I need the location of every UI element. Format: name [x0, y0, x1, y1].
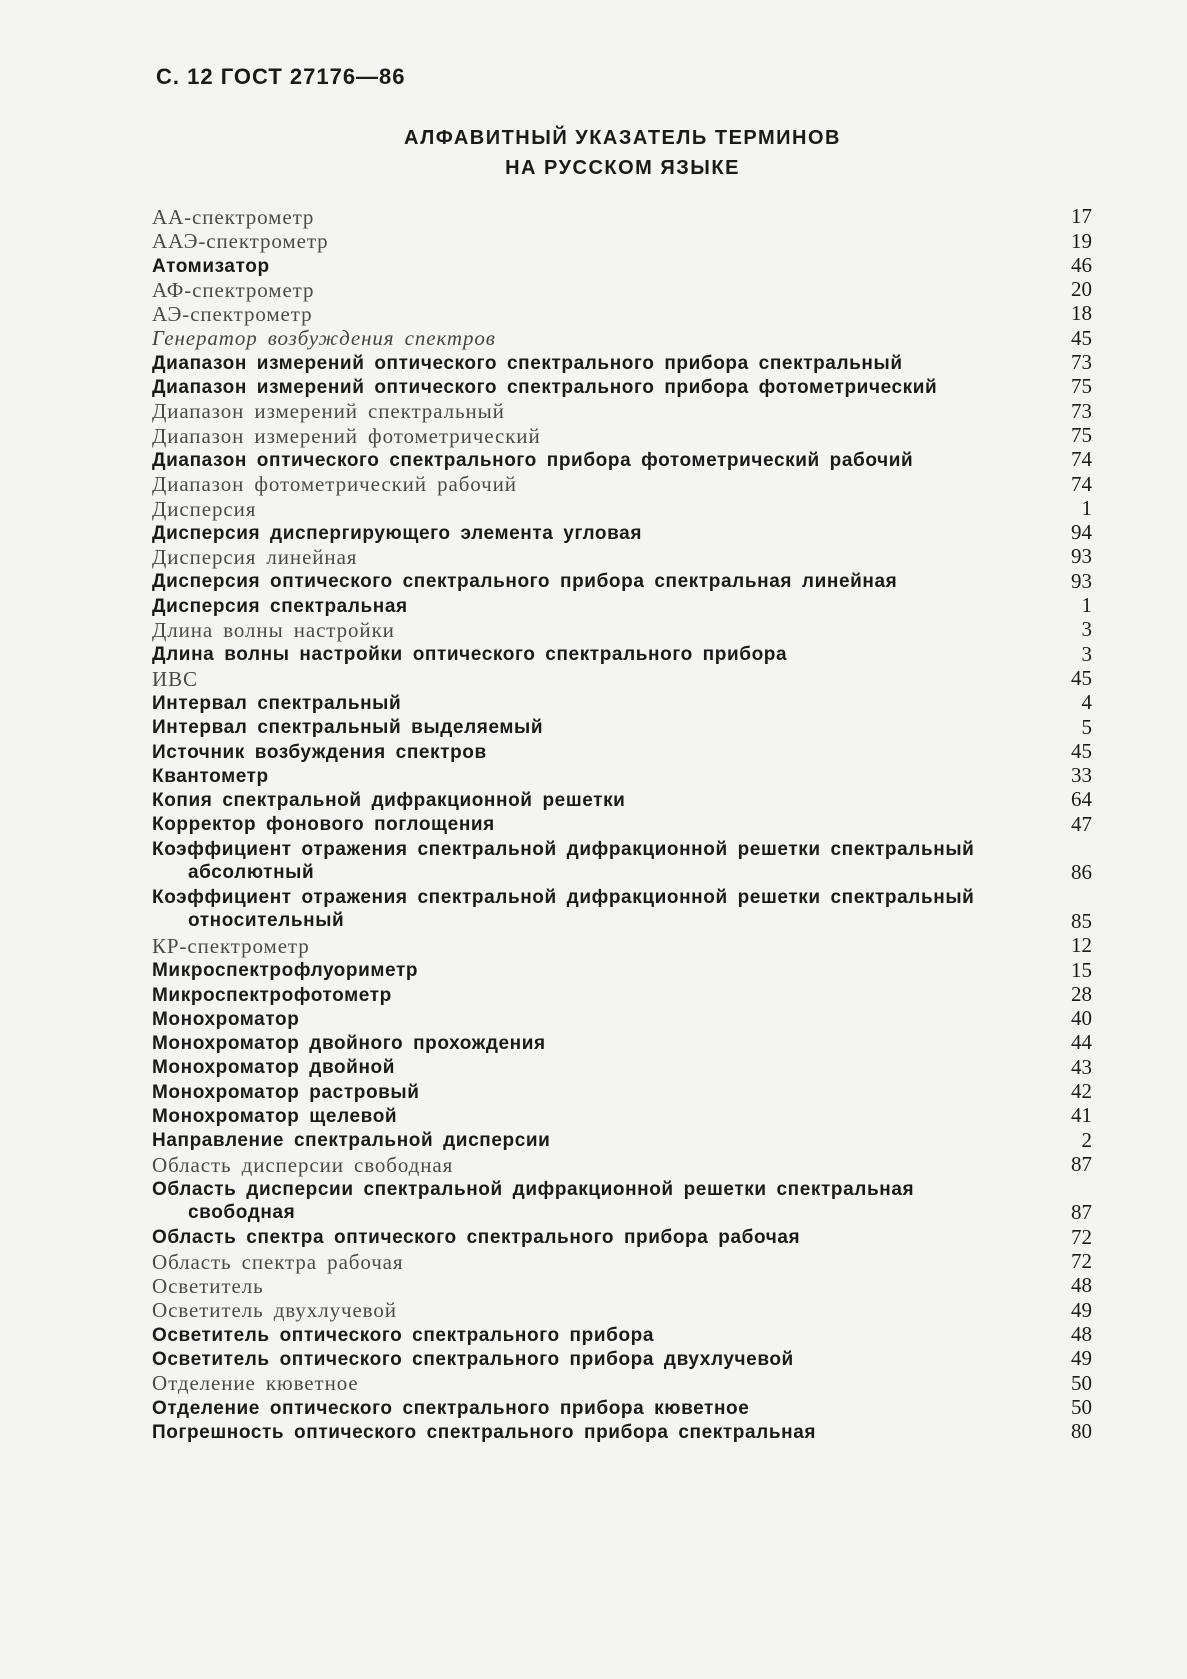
index-term-text: Интервал спектральный выделяемый	[152, 717, 544, 739]
index-entry	[152, 230, 1092, 254]
index-entry	[152, 595, 1092, 619]
index-entry	[152, 716, 1092, 740]
index-page-number: 3	[1081, 641, 1092, 666]
index-entry	[152, 692, 1092, 716]
index-page-number: 64	[1071, 787, 1092, 812]
index-entry	[152, 1348, 1092, 1372]
index-entry	[152, 1151, 1092, 1178]
index-page-number: 74	[1071, 447, 1092, 472]
index-term	[152, 376, 1032, 399]
index-term	[152, 498, 1032, 521]
index-entry	[152, 1421, 1092, 1445]
index-entry	[152, 1275, 1092, 1299]
index-term	[152, 570, 1032, 593]
index-term	[152, 1032, 1032, 1055]
index-term-text: Микроспектрофотометр	[152, 984, 392, 1006]
index-term-text: Отделение оптического спектрального прибора кюветное	[152, 1397, 750, 1419]
index-term	[152, 765, 1032, 788]
index-entry	[152, 303, 1092, 327]
index-entry	[152, 1372, 1092, 1396]
index-entry	[152, 935, 1092, 959]
index-entry	[152, 206, 1092, 230]
index-term-text: Дисперсия диспергирующего элемента угловая	[152, 522, 643, 544]
index-page-number: 49	[1071, 1297, 1092, 1322]
index-page-number: 20	[1071, 277, 1092, 302]
index-term	[152, 1226, 1032, 1249]
index-term	[152, 741, 1032, 764]
index-page-number: 12	[1071, 933, 1092, 958]
index-term	[152, 595, 1032, 618]
index-term	[152, 619, 1032, 642]
index-term-text: Область спектра рабочая	[152, 1249, 404, 1274]
index-entry	[152, 1032, 1092, 1056]
index-entry	[152, 643, 1092, 667]
index-term	[152, 886, 1032, 932]
index-term	[152, 643, 1032, 666]
index-term-text: Коэффициент отражения спектральной дифракционной решетки спектральный	[152, 887, 975, 909]
index-term	[152, 473, 1032, 496]
index-page-number: 50	[1071, 1394, 1092, 1419]
index-page-number: 47	[1071, 811, 1092, 836]
index-page-number: 45	[1071, 738, 1092, 763]
index-term-text: Диапазон измерений спектральный	[152, 399, 505, 424]
index-term-text: Генератор возбуждения спектров	[152, 326, 496, 351]
index-entry	[152, 1056, 1092, 1080]
index-term	[152, 1275, 1032, 1298]
term-index	[152, 206, 1092, 1445]
index-page-number: 18	[1071, 301, 1092, 326]
index-entry	[152, 981, 1092, 1008]
index-term	[152, 327, 1032, 350]
index-page-number: 45	[1071, 665, 1092, 690]
index-page-number: 86	[1071, 860, 1092, 885]
index-term-text: Диапазон фотометрический рабочий	[152, 472, 517, 497]
index-entry	[152, 400, 1092, 424]
index-term	[152, 546, 1032, 569]
index-entry	[152, 738, 1092, 765]
index-page-number: 4	[1081, 690, 1092, 715]
index-term-continuation: свободная	[188, 1201, 296, 1223]
index-term	[152, 1421, 1032, 1444]
index-page-number: 33	[1071, 763, 1092, 788]
index-term	[152, 1299, 1032, 1322]
index-term-text: Монохроматор щелевой	[152, 1105, 398, 1127]
index-term-text: Область дисперсии свободная	[152, 1152, 454, 1177]
index-term-text: Осветитель	[152, 1274, 264, 1299]
page-header: С. 12 ГОСТ 27176—86	[156, 64, 406, 89]
index-page-number: 43	[1071, 1054, 1092, 1079]
index-term	[152, 425, 1032, 448]
index-page-number: 48	[1071, 1321, 1092, 1346]
index-entry	[152, 1321, 1092, 1348]
index-entry	[152, 1394, 1092, 1421]
index-page-number: 17	[1071, 204, 1092, 229]
index-title-line-2: НА РУССКОМ ЯЗЫКЕ	[505, 157, 740, 179]
index-entry	[152, 665, 1092, 692]
index-term	[152, 1154, 1032, 1177]
index-term-text: КР-спектрометр	[152, 933, 310, 958]
index-page-number: 73	[1071, 398, 1092, 423]
index-term	[152, 789, 1032, 812]
index-page-number: 94	[1071, 520, 1092, 545]
index-term	[152, 1348, 1032, 1371]
index-term-text: Интервал спектральный	[152, 692, 402, 714]
index-page-number: 40	[1071, 1006, 1092, 1031]
index-term	[152, 1105, 1032, 1128]
index-term-text: Погрешность оптического спектрального прибора спектральная	[152, 1421, 817, 1443]
index-term	[152, 959, 1032, 982]
index-page-number: 19	[1071, 228, 1092, 253]
index-page-number: 46	[1071, 252, 1092, 277]
index-page-number: 28	[1071, 981, 1092, 1006]
index-term-text: Квантометр	[152, 765, 269, 787]
index-entry	[152, 789, 1092, 813]
index-entry	[152, 1078, 1092, 1105]
index-term	[152, 230, 1032, 253]
index-term-text: Источник возбуждения спектров	[152, 741, 487, 763]
index-page-number: 80	[1071, 1419, 1092, 1444]
index-entry	[152, 1008, 1092, 1032]
index-page-number: 42	[1071, 1078, 1092, 1103]
index-entry	[152, 1299, 1092, 1323]
index-term	[152, 255, 1032, 278]
index-page-number: 41	[1071, 1103, 1092, 1128]
index-page-number: 87	[1071, 1151, 1092, 1176]
index-term-text: Монохроматор двойного прохождения	[152, 1033, 546, 1055]
index-term-text: Копия спектральной дифракционной решетки	[152, 790, 626, 812]
index-term-text: Диапазон измерений фотометрический	[152, 423, 541, 448]
index-term	[152, 716, 1032, 739]
index-term	[152, 1397, 1032, 1420]
index-entry	[152, 1129, 1092, 1153]
index-term-text: Область спектра оптического спектрального прибора рабочая	[152, 1227, 801, 1249]
index-entry	[152, 959, 1092, 983]
index-term	[152, 935, 1032, 958]
index-entry	[152, 1251, 1092, 1275]
index-page-number: 3	[1081, 617, 1092, 642]
index-entry	[152, 522, 1092, 546]
index-entry	[152, 546, 1092, 570]
index-term-text: Направление спектральной дисперсии	[152, 1130, 551, 1152]
index-term-text: Диапазон измерений оптического спектрального прибора фотометрический	[152, 377, 938, 399]
index-page-number: 15	[1071, 957, 1092, 982]
index-page-number: 85	[1071, 908, 1092, 933]
index-term-text: АЭ-спектрометр	[152, 302, 313, 327]
index-term-text: Коэффициент отражения спектральной дифракционной решетки спектральный	[152, 838, 975, 860]
index-term-text: Дисперсия спектральная	[152, 595, 408, 617]
index-term-text: Осветитель двухлучевой	[152, 1298, 397, 1323]
index-term	[152, 352, 1032, 375]
index-entry	[152, 1105, 1092, 1129]
index-term-text: ИВС	[152, 666, 198, 691]
index-term	[152, 1008, 1032, 1031]
index-term-text: Монохроматор	[152, 1008, 300, 1030]
index-term	[152, 1178, 1032, 1224]
index-term	[152, 1056, 1032, 1079]
index-page-number: 73	[1071, 350, 1092, 375]
index-page-number: 72	[1071, 1249, 1092, 1274]
index-page-number: 93	[1071, 568, 1092, 593]
index-term	[152, 813, 1032, 836]
index-term-text: АФ-спектрометр	[152, 277, 315, 302]
index-entry	[152, 886, 1092, 935]
index-term	[152, 1251, 1032, 1274]
index-entry	[152, 252, 1092, 279]
index-page-number: 93	[1071, 544, 1092, 569]
index-entry	[152, 570, 1092, 594]
index-page-number: 45	[1071, 325, 1092, 350]
index-term-text: Монохроматор растровый	[152, 1081, 420, 1103]
index-title-line-1: АЛФАВИТНЫЙ УКАЗАТЕЛЬ ТЕРМИНОВ	[404, 127, 841, 149]
index-term-text: ААЭ-спектрометр	[152, 229, 329, 254]
index-term-text: Корректор фонового поглощения	[152, 814, 495, 836]
index-term-text: Дисперсия линейная	[152, 545, 358, 570]
index-term	[152, 838, 1032, 884]
index-page-number: 5	[1081, 714, 1092, 739]
index-term-text: Длина волны настройки оптического спектрального прибора	[152, 644, 788, 666]
index-entry	[152, 1226, 1092, 1250]
index-term	[152, 400, 1032, 423]
index-term-text: Область дисперсии спектральной дифракционной решетки спектральная	[152, 1178, 915, 1200]
index-term	[152, 1129, 1032, 1152]
index-entry	[152, 619, 1092, 643]
index-term-continuation: относительный	[188, 910, 345, 932]
index-term-text: Диапазон оптического спектрального прибора фотометрический рабочий	[152, 449, 914, 471]
index-entry	[152, 376, 1092, 400]
index-entry	[152, 352, 1092, 376]
index-term-text: Микроспектрофлуориметр	[152, 960, 419, 982]
index-term	[152, 522, 1032, 545]
index-entry	[152, 449, 1092, 473]
index-page-number: 72	[1071, 1224, 1092, 1249]
index-term	[152, 692, 1032, 715]
index-term	[152, 1081, 1032, 1104]
index-page-number: 48	[1071, 1273, 1092, 1298]
index-term-text: Монохроматор двойной	[152, 1057, 396, 1079]
index-entry	[152, 327, 1092, 351]
index-entry	[152, 422, 1092, 449]
index-entry	[152, 765, 1092, 789]
index-page-number: 87	[1071, 1200, 1092, 1225]
index-term-text: Дисперсия оптического спектрального прибора спектральная линейная	[152, 571, 898, 593]
index-term-continuation: абсолютный	[188, 861, 315, 883]
index-term-text: Дисперсия	[152, 496, 257, 521]
index-term-text: Диапазон измерений оптического спектрального прибора спектральный	[152, 352, 903, 374]
index-page-number: 44	[1071, 1030, 1092, 1055]
index-term-text: Осветитель оптического спектрального прибора	[152, 1324, 655, 1346]
index-term-text: Осветитель оптического спектрального прибора двухлучевой	[152, 1348, 794, 1370]
index-entry	[152, 813, 1092, 837]
index-page-number: 2	[1081, 1127, 1092, 1152]
index-page-number: 1	[1081, 495, 1092, 520]
index-term-text: Атомизатор	[152, 255, 270, 277]
index-term	[152, 279, 1032, 302]
index-term	[152, 206, 1032, 229]
index-page-number: 50	[1071, 1370, 1092, 1395]
index-entry	[152, 1178, 1092, 1227]
index-term	[152, 1372, 1032, 1395]
index-page-number: 1	[1081, 593, 1092, 618]
index-entry	[152, 495, 1092, 522]
index-term-text: АА-спектрометр	[152, 205, 315, 229]
index-term	[152, 303, 1032, 326]
index-term	[152, 668, 1032, 691]
index-entry	[152, 473, 1092, 497]
index-term-text: Отделение кюветное	[152, 1371, 359, 1396]
index-entry	[152, 838, 1092, 887]
index-entry	[152, 279, 1092, 303]
index-term	[152, 1324, 1032, 1347]
index-term	[152, 984, 1032, 1007]
index-page-number: 49	[1071, 1346, 1092, 1371]
index-page-number: 75	[1071, 422, 1092, 447]
index-term-text: Длина волны настройки	[152, 618, 395, 643]
index-page-number: 75	[1071, 374, 1092, 399]
index-page-number: 74	[1071, 471, 1092, 496]
index-term	[152, 449, 1032, 472]
